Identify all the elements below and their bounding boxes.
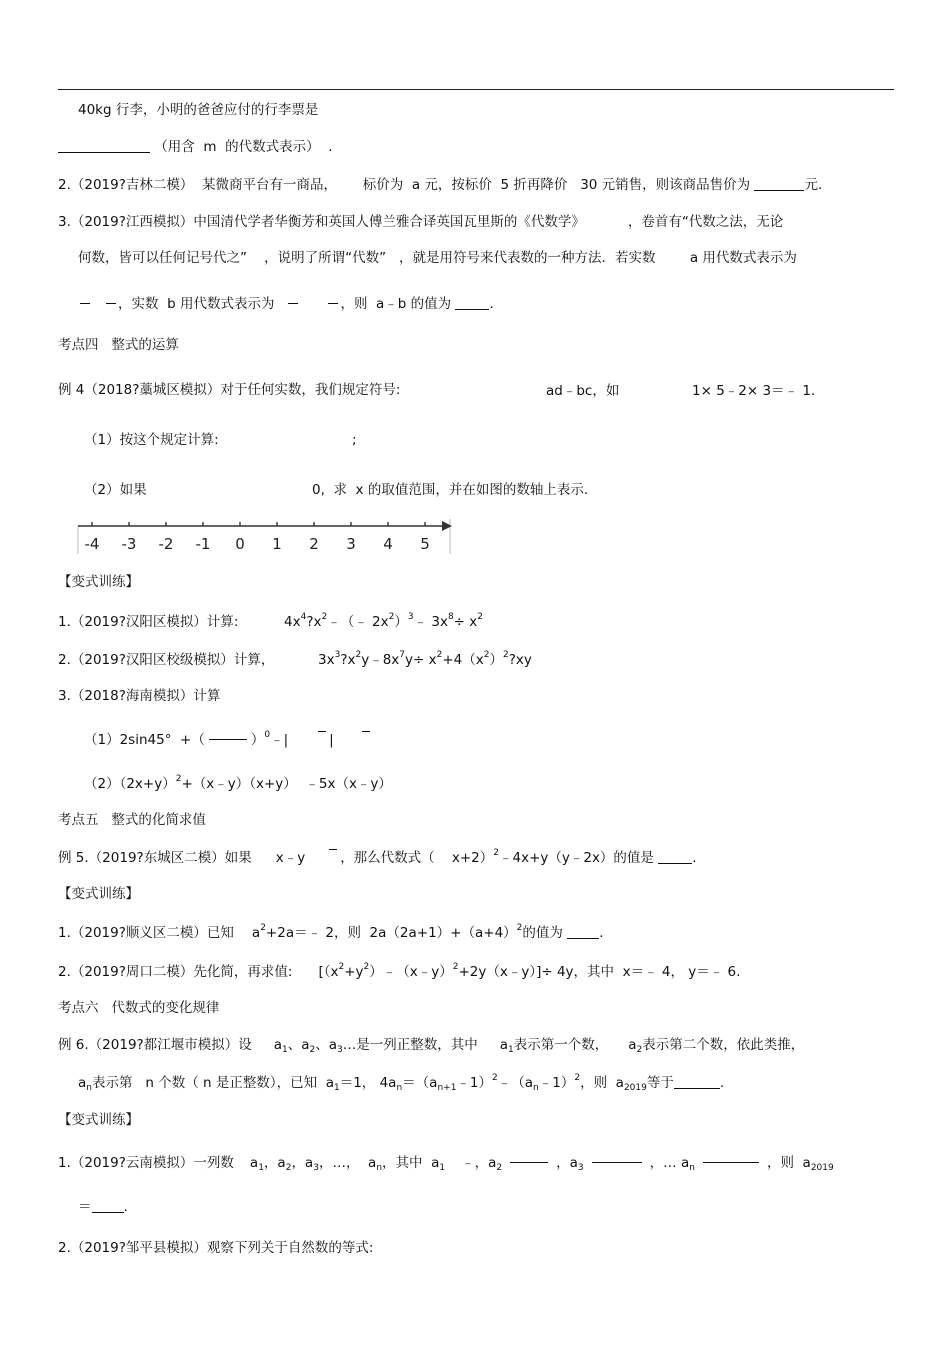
exponent: 2	[175, 774, 182, 784]
subscript: 2	[309, 1045, 316, 1055]
math: |	[329, 732, 334, 748]
answer-blank	[58, 138, 150, 153]
number-line	[76, 517, 454, 557]
exponent: 2	[260, 923, 266, 933]
text-line: 何数，皆可以任何记号代之” ，说明了所谓“代数” ，就是用符号来代表数的一种方法．若实数 a 用代数式表示为	[78, 250, 797, 266]
exponent: 2	[574, 1073, 581, 1083]
text: ad﹣bc，如	[546, 383, 620, 399]
math: ）	[489, 652, 503, 668]
text: ，其中 a	[382, 1155, 440, 1171]
fraction-bar	[80, 303, 90, 304]
exponent: 2	[477, 612, 483, 622]
subscript: n	[533, 1083, 539, 1093]
axis-tick-label: -2	[158, 535, 174, 553]
section-label: 【变式训练】	[58, 574, 139, 590]
axis-tick-label: -4	[84, 535, 100, 553]
example-6	[58, 1035, 804, 1055]
text: 等于	[646, 1075, 674, 1091]
exponent: 2	[516, 923, 523, 933]
text: 1.（2019?云南模拟）一列数	[58, 1155, 234, 1171]
subscript: 2019	[810, 1163, 834, 1173]
question-2	[58, 175, 822, 195]
section-heading: 考点六 代数式的变化规律	[58, 1000, 220, 1016]
math: ﹣|	[270, 732, 289, 748]
math: ，a	[263, 1155, 286, 1171]
text: ，实数 b 用代数式表示为	[118, 296, 275, 312]
subscript: 2	[636, 1045, 643, 1055]
exponent: 2	[363, 962, 370, 972]
exercise-2: 2.（2019?邹平县模拟）观察下列关于自然数的等式:	[58, 1240, 374, 1256]
sub-question	[84, 730, 373, 750]
exponent: 2	[502, 650, 509, 660]
math: ）	[250, 732, 265, 748]
math: ，… a	[649, 1155, 690, 1171]
fraction-bar	[703, 1162, 759, 1163]
math-expression	[318, 650, 532, 670]
math: a	[251, 925, 261, 941]
answer-blank	[674, 1074, 720, 1089]
subscript: 3	[337, 1045, 343, 1055]
math: y÷ x	[405, 652, 437, 668]
math: ?x	[306, 614, 322, 630]
math: ，a	[291, 1155, 314, 1171]
math: ，那么代数式（ x+2）	[340, 850, 494, 866]
exercise-1	[58, 923, 604, 943]
subscript: n+1	[437, 1083, 457, 1093]
subscript: n	[689, 1163, 695, 1173]
exercise-1: 1.（2019?汉阳区模拟）计算:	[58, 614, 239, 630]
text: ，则 a	[766, 1155, 811, 1171]
math-expression	[284, 612, 483, 632]
fraction-bar	[362, 731, 370, 732]
exponent: 2	[493, 848, 499, 858]
exponent: 2	[388, 612, 395, 622]
math: +2a＝﹣ 2，则 2a（2a+1）+（a+4）	[265, 925, 517, 941]
math: ﹣（a	[497, 1075, 534, 1091]
text: .	[123, 1199, 128, 1215]
text: 表示第 n 个数（ n 是正整数），已知 a	[92, 1075, 334, 1091]
text: ，则 a﹣b 的值为	[340, 296, 452, 312]
fraction-bar	[329, 849, 337, 850]
exponent: 3	[407, 612, 414, 622]
math: 、a	[315, 1037, 338, 1053]
fraction-bar	[209, 739, 247, 740]
math: y﹣8x	[361, 652, 400, 668]
text: 表示第二个数，依此类推，	[642, 1037, 805, 1053]
math: 3x	[318, 652, 335, 668]
answer-blank	[754, 176, 804, 191]
text-line	[58, 137, 333, 157]
exponent: 2	[492, 1073, 498, 1083]
math: ?x	[340, 652, 356, 668]
math: ，…， a	[318, 1155, 377, 1171]
text: 1.（2019?顺义区二模）已知	[58, 925, 234, 941]
math: ﹣1）	[538, 1075, 575, 1091]
section-heading: 考点五 整式的化简求值	[58, 812, 206, 828]
math: +（x﹣y）（x+y） ﹣5x（x﹣y）	[181, 776, 392, 792]
subscript: 2	[496, 1163, 503, 1173]
exercise-2: 2.（2019?汉阳区校级模拟）计算，	[58, 652, 275, 668]
text: （2）如果	[84, 482, 147, 498]
math: ＝	[78, 1199, 92, 1215]
math: a	[273, 1037, 282, 1053]
text: .	[489, 296, 494, 312]
math: ＝1， 4a	[339, 1075, 397, 1091]
fraction-bar	[510, 1162, 548, 1163]
math: （1）2sin45° +（	[84, 732, 205, 748]
math: ﹣，a	[461, 1155, 497, 1171]
exercise-2	[58, 962, 740, 982]
subscript: n	[396, 1083, 403, 1093]
math: a	[628, 1037, 637, 1053]
text-line: 40kg 行李，小明的爸爸应付的行李票是	[78, 102, 319, 118]
text: 例 6.（2019?都江堰市模拟）设	[58, 1037, 252, 1053]
math: ﹣（﹣ 2x	[327, 614, 389, 630]
exponent: 2	[355, 650, 362, 660]
question-3: 3.（2019?江西模拟）中国清代学者华衡芳和英国人傅兰雅合译英国瓦里斯的《代数学》 ，卷首有“代数之法，无论	[58, 214, 784, 230]
axis-tick-label: 4	[383, 535, 393, 553]
exponent: 2	[338, 962, 345, 972]
subscript: 1	[508, 1045, 514, 1055]
math: [（x	[318, 964, 339, 980]
subscript: 1	[281, 1045, 288, 1055]
exponent: 2	[452, 962, 459, 972]
exercise-1	[58, 1153, 834, 1173]
text: 2.（2019?吉林二模） 某微商平台有一商品， 标价为 a 元，按标价 5 折再降价 30 元销售，则该商品售价为	[58, 177, 751, 193]
axis-tick-label: 3	[346, 535, 356, 553]
math: （2）（2x+y）	[84, 776, 176, 792]
text: 元.	[804, 177, 823, 193]
text-line	[78, 1073, 724, 1093]
text-line	[78, 294, 494, 314]
section-heading: 考点四 整式的运算	[58, 337, 179, 353]
subscript: n	[86, 1083, 92, 1093]
subscript: 1	[333, 1083, 340, 1093]
exponent: 2	[483, 650, 490, 660]
exponent: 2	[321, 612, 328, 622]
text: .	[719, 1075, 725, 1091]
subscript: 1	[439, 1163, 446, 1173]
section-label: 【变式训练】	[58, 1112, 139, 1128]
text: 表示第一个数，	[513, 1037, 609, 1053]
fraction-bar	[288, 303, 298, 304]
exponent: 2	[436, 650, 443, 660]
text-line	[78, 1197, 128, 1217]
math: a	[78, 1075, 87, 1091]
math: ）﹣（x﹣y）	[369, 964, 453, 980]
sub-question	[84, 774, 392, 794]
math: ）	[394, 614, 408, 630]
subscript: n	[376, 1163, 383, 1173]
fraction-bar	[592, 1162, 642, 1163]
answer-blank	[567, 924, 599, 939]
exponent: 0	[264, 730, 271, 740]
section-label: 【变式训练】	[58, 886, 139, 902]
math: +y	[344, 964, 364, 980]
text: （1）按这个规定计算:	[84, 432, 219, 448]
axis-tick-label: 1	[272, 535, 282, 553]
math: ﹣ 3x	[413, 614, 448, 630]
axis-tick-label: -1	[195, 535, 211, 553]
text: ;	[352, 432, 357, 448]
text: 的值为	[522, 925, 563, 941]
math: ﹣4x+y（y﹣2x）的值是	[498, 850, 654, 866]
math: ÷ x	[453, 614, 478, 630]
axis-tick-label: -3	[121, 535, 137, 553]
example-5	[58, 848, 697, 868]
math: a	[249, 1155, 259, 1171]
answer-blank	[455, 295, 489, 310]
text: （用含 m 的代数式表示） .	[154, 139, 333, 155]
subscript: 3	[313, 1163, 319, 1173]
math: +2y（x﹣y）]÷ 4y，其中 x＝﹣ 4， y＝﹣ 6.	[458, 964, 741, 980]
subscript: 3	[577, 1163, 584, 1173]
header-rule	[58, 89, 894, 90]
answer-blank	[92, 1198, 124, 1213]
text: ，则 a	[580, 1075, 624, 1091]
fraction-bar	[106, 303, 116, 304]
text: 例 5.（2019?东城区二模）如果	[58, 850, 252, 866]
math: ，a	[556, 1155, 578, 1171]
math: x﹣y	[275, 850, 306, 866]
axis-tick-label: 5	[420, 535, 430, 553]
subscript: 2	[285, 1163, 292, 1173]
math: ﹣1）	[456, 1075, 493, 1091]
math: 、a	[287, 1037, 310, 1053]
math: ＝（a	[402, 1075, 438, 1091]
subscript: 2019	[623, 1083, 647, 1093]
math: 4x	[284, 614, 301, 630]
example-4: 例 4（2018?藁城区模拟）对于任何实数，我们规定符号:	[58, 382, 401, 398]
text: 0, 求 x 的取值范围，并在如图的数轴上表示.	[312, 482, 589, 498]
exponent: 3	[334, 650, 341, 660]
math: +4（x	[442, 652, 484, 668]
math: ?xy	[508, 652, 532, 668]
exponent: 8	[447, 612, 454, 622]
exponent: 7	[399, 650, 406, 660]
axis-tick-label: 0	[235, 535, 245, 553]
text: .	[599, 925, 604, 941]
text: 1× 5﹣2× 3＝﹣ 1.	[692, 383, 816, 399]
text: .	[692, 850, 697, 866]
text: …是一列正整数，其中	[342, 1037, 478, 1053]
axis-tick-label: 2	[309, 535, 319, 553]
answer-blank	[658, 849, 692, 864]
subscript: 1	[258, 1163, 264, 1173]
exponent: 4	[300, 612, 307, 622]
exercise-3: 3.（2018?海南模拟）计算	[58, 688, 221, 704]
text: 2.（2019?周口二模）先化简，再求值:	[58, 964, 293, 980]
fraction-bar	[318, 731, 326, 732]
fraction-bar	[328, 303, 338, 304]
math: a	[499, 1037, 509, 1053]
